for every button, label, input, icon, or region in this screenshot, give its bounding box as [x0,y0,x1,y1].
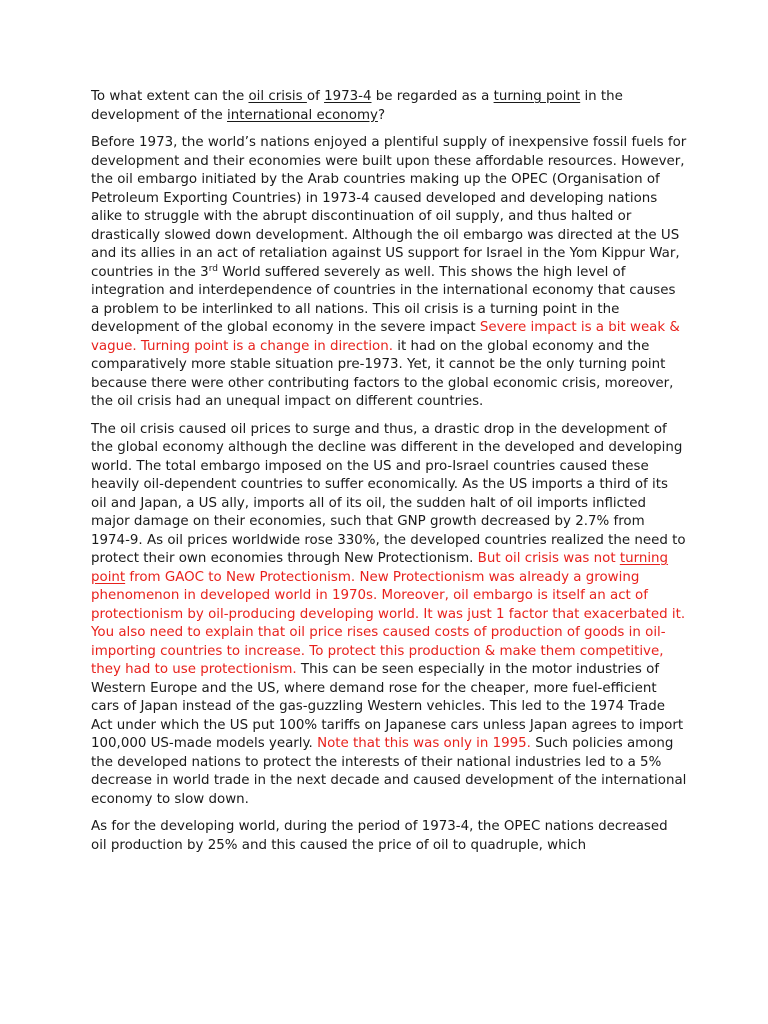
essay-body [91,88,687,864]
comment-underlined-turning-point: turning point [91,551,669,585]
question-text: of [306,89,325,104]
body-text: The oil crisis caused oil prices to surge and thus, a drastic drop in the development of the global economy although the decline was different in the developed and developing world. The total embargo imposed on the US and pro-Israel countries caused these heavily oil-dependent countries to suffer economically. As the US imports a third of its oil and Japan, a US ally, imports all of its oil, the sudden halt of oil imports inflicted major damage on their economies, such that GNP growth decreased by 2.7% from 1974-9. As oil prices worldwide rose 330%, the developed countries realized the need to protect their own economies through New Protectionism. [91,421,686,566]
teacher-comment: Severe impact is a bit weak & vague. Turning point is a change in direction. [91,320,680,354]
paragraph-developing-world [91,818,687,855]
question-text: be regarded as a [371,89,494,104]
paragraph-developed-world [91,421,687,810]
body-text: it had on the global economy and the comparatively more stable situation pre-1973. Yet, it cannot be the only turning point because there were other contributing factors to the global economic crisis, moreover, the oil crisis had an unequal impact on different countries. [91,338,674,409]
body-text: Such policies among the developed nations to protect the interests of their national industries led to a 5% decrease in world trade in the next decade and caused development of the international economy to slow down. [91,736,687,807]
body-text: Before 1973, the world’s nations enjoyed a plentiful supply of inexpensive fossil fuels for development and their economies were built upon these affordable resources. However, the oil embargo initiated by the Arab countries making up the OPEC (Organisation of Petroleum Exporting Countries) in 1973-4 caused developed and developing nations alike to struggle with the abrupt discontinuation of oil supply, and thus halted or drastically slowed down development. Although the oil embargo was directed at the US and its allies in an act of retaliation against US support for Israel in the Yom Kippur War, countries in the 3 [91,135,687,280]
underlined-term-international-economy: international economy [227,107,378,123]
comment-text: from GAOC to New Protectionism. New Protectionism was already a growing phenomenon in developed world in 1970s. Moreover, oil embargo is itself an act of protectionism by oil-producing developing world. It was just 1 factor that exacerbated it. You also need to explain that oil price rises caused costs of production of goods in oil-importing countries to increase. To protect this production & make them competitive, they had to use protectionism. [91,569,686,677]
essay-question [91,88,687,125]
paragraph-introduction [91,134,687,412]
superscript-rd: rd [208,263,218,274]
underlined-term-1973-4: 1973-4 [324,89,372,104]
question-text: To what extent can the [91,89,249,104]
body-text: World suffered severely as well. This shows the high level of integration and interdependence of countries in the international economy that causes a problem to be interlinked to all nations. This oil crisis is a turning point in the development of the global economy in the severe impact [91,264,676,335]
teacher-comment-1995: Note that this was only in 1995. [317,736,531,751]
question-text: in the development of the [91,89,623,123]
body-text: This can be seen especially in the motor industries of Western Europe and the US, where demand rose for the cheaper, more fuel-efficient cars of Japan instead of the gas-guzzling Western vehicles. This led to the 1974 Trade Act under which the US put 100% tariffs on Japanese cars unless Japan agrees to import 100,000 US-made models yearly. [91,662,684,751]
comment-text: But oil crisis was not [477,551,620,566]
underlined-term-turning-point: turning point [493,89,581,104]
teacher-comment [91,551,685,677]
underlined-term-oil-crisis: oil crisis [248,89,307,104]
body-text: As for the developing world, during the period of 1973-4, the OPEC nations decreased oil production by 25% and this caused the price of oil to quadruple, which [91,819,668,853]
question-text: ? [377,107,386,123]
